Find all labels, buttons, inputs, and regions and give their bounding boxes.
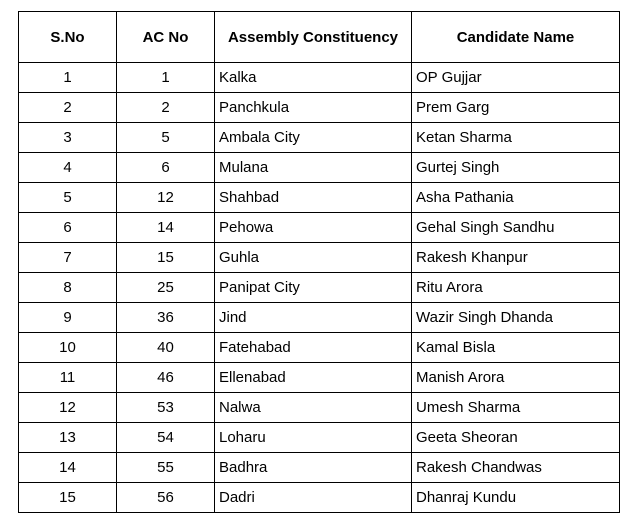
- cell-sno: 4: [19, 153, 117, 183]
- cell-ac-no: 6: [117, 153, 215, 183]
- cell-ac-no: 2: [117, 93, 215, 123]
- header-assembly-constituency: Assembly Constituency: [215, 12, 412, 63]
- cell-ac-no: 25: [117, 273, 215, 303]
- cell-sno: 5: [19, 183, 117, 213]
- table-row: [19, 213, 620, 243]
- table-header: [19, 12, 620, 63]
- header-candidate-name: Candidate Name: [412, 12, 620, 63]
- cell-assembly-constituency: Kalka: [215, 63, 412, 93]
- cell-candidate-name: Wazir Singh Dhanda: [412, 303, 620, 333]
- candidate-table: [18, 11, 620, 513]
- cell-ac-no: 36: [117, 303, 215, 333]
- table-row: [19, 183, 620, 213]
- cell-sno: 9: [19, 303, 117, 333]
- cell-candidate-name: Gurtej Singh: [412, 153, 620, 183]
- cell-sno: 10: [19, 333, 117, 363]
- cell-sno: 8: [19, 273, 117, 303]
- cell-sno: 7: [19, 243, 117, 273]
- table-row: [19, 333, 620, 363]
- cell-assembly-constituency: Nalwa: [215, 393, 412, 423]
- cell-ac-no: 14: [117, 213, 215, 243]
- cell-candidate-name: Ritu Arora: [412, 273, 620, 303]
- cell-sno: 3: [19, 123, 117, 153]
- cell-sno: 2: [19, 93, 117, 123]
- cell-assembly-constituency: Panchkula: [215, 93, 412, 123]
- table-row: [19, 93, 620, 123]
- cell-sno: 6: [19, 213, 117, 243]
- cell-assembly-constituency: Shahbad: [215, 183, 412, 213]
- cell-ac-no: 56: [117, 483, 215, 513]
- cell-sno: 13: [19, 423, 117, 453]
- cell-assembly-constituency: Badhra: [215, 453, 412, 483]
- cell-candidate-name: Ketan Sharma: [412, 123, 620, 153]
- cell-ac-no: 5: [117, 123, 215, 153]
- table-row: [19, 63, 620, 93]
- cell-ac-no: 15: [117, 243, 215, 273]
- table-body: [19, 63, 620, 513]
- cell-candidate-name: Umesh Sharma: [412, 393, 620, 423]
- table-row: [19, 483, 620, 513]
- cell-ac-no: 12: [117, 183, 215, 213]
- cell-candidate-name: Gehal Singh Sandhu: [412, 213, 620, 243]
- cell-ac-no: 46: [117, 363, 215, 393]
- cell-assembly-constituency: Loharu: [215, 423, 412, 453]
- cell-sno: 12: [19, 393, 117, 423]
- cell-assembly-constituency: Guhla: [215, 243, 412, 273]
- cell-candidate-name: Kamal Bisla: [412, 333, 620, 363]
- cell-sno: 1: [19, 63, 117, 93]
- cell-candidate-name: Geeta Sheoran: [412, 423, 620, 453]
- cell-ac-no: 53: [117, 393, 215, 423]
- table-row: [19, 243, 620, 273]
- table-row: [19, 453, 620, 483]
- cell-assembly-constituency: Ambala City: [215, 123, 412, 153]
- cell-assembly-constituency: Dadri: [215, 483, 412, 513]
- cell-sno: 11: [19, 363, 117, 393]
- header-sno: S.No: [19, 12, 117, 63]
- cell-candidate-name: OP Gujjar: [412, 63, 620, 93]
- cell-assembly-constituency: Panipat City: [215, 273, 412, 303]
- table-row: [19, 423, 620, 453]
- cell-candidate-name: Dhanraj Kundu: [412, 483, 620, 513]
- table-row: [19, 273, 620, 303]
- header-row: [19, 12, 620, 63]
- table-row: [19, 303, 620, 333]
- cell-candidate-name: Prem Garg: [412, 93, 620, 123]
- cell-assembly-constituency: Jind: [215, 303, 412, 333]
- cell-candidate-name: Rakesh Khanpur: [412, 243, 620, 273]
- cell-candidate-name: Manish Arora: [412, 363, 620, 393]
- cell-assembly-constituency: Fatehabad: [215, 333, 412, 363]
- cell-sno: 15: [19, 483, 117, 513]
- header-ac-no: AC No: [117, 12, 215, 63]
- candidate-table-container: [18, 11, 620, 513]
- cell-sno: 14: [19, 453, 117, 483]
- cell-assembly-constituency: Mulana: [215, 153, 412, 183]
- table-row: [19, 153, 620, 183]
- table-row: [19, 393, 620, 423]
- table-row: [19, 123, 620, 153]
- cell-ac-no: 40: [117, 333, 215, 363]
- cell-candidate-name: Rakesh Chandwas: [412, 453, 620, 483]
- cell-assembly-constituency: Pehowa: [215, 213, 412, 243]
- cell-ac-no: 1: [117, 63, 215, 93]
- table-row: [19, 363, 620, 393]
- cell-candidate-name: Asha Pathania: [412, 183, 620, 213]
- cell-ac-no: 54: [117, 423, 215, 453]
- cell-ac-no: 55: [117, 453, 215, 483]
- cell-assembly-constituency: Ellenabad: [215, 363, 412, 393]
